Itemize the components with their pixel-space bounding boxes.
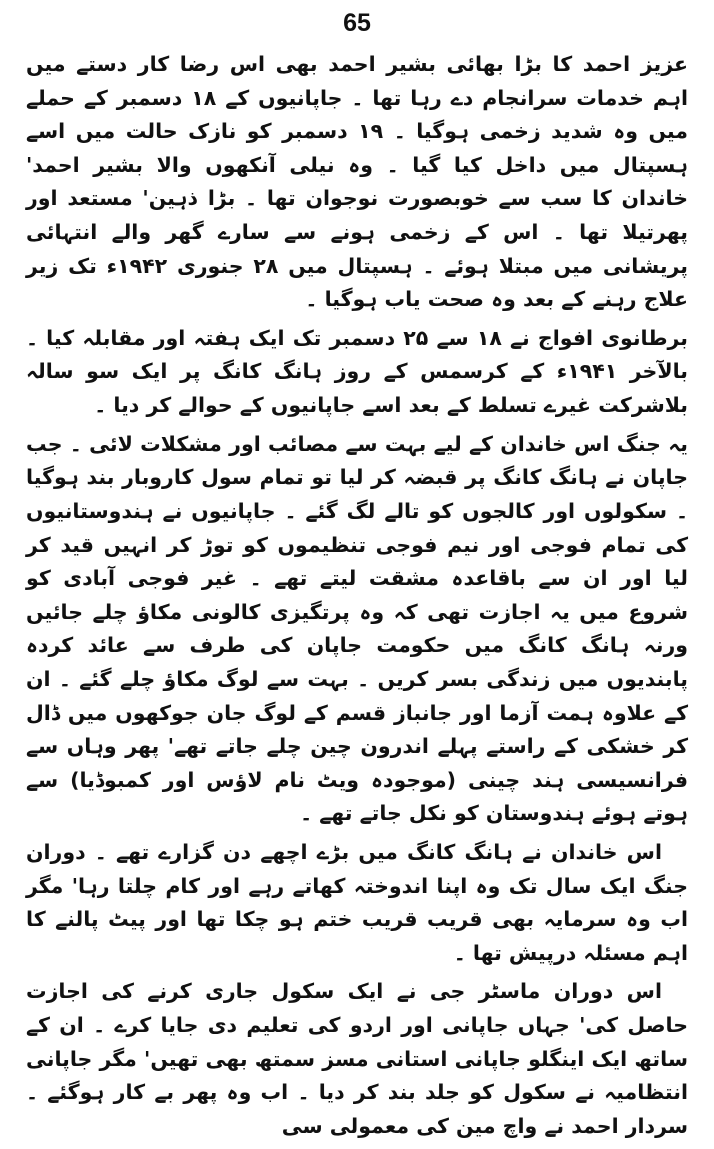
paragraph: عزیز احمد کا بڑا بھائی بشیر احمد بھی اس رضا کار دستے میں اہم خدمات سرانجام دے رہا تھا ۔ جاپانیوں کے ۱۸ دسمبر کے حملے میں وہ شدید زخمی ہوگیا ۔ ۱۹ دسمبر کو نازک حالت میں اسے ہسپتال میں داخل کیا گیا ۔ وہ نیلی آنکھوں والا بشیر احمد' خاندان کا سب سے خوبصورت نوجوان تھا ۔ بڑا ذہین' مستعد اور پھرتیلا تھا ۔ اس کے زخمی ہونے سے سارے گھر والے انتہائی پریشانی میں مبتلا ہوئے ۔ ہسپتال میں ۲۸ جنوری ۱۹۴۲ء تک زیر علاج رہنے کے بعد وہ صحت یاب ہوگیا ۔ [26,52,688,312]
paragraph: برطانوی افواج نے ۱۸ سے ۲۵ دسمبر تک ایک ہفتہ اور مقابلہ کیا ۔ بالآخر ۱۹۴۱ء کے کرسمس کے روز ہانگ کانگ پر ایک سو سالہ بلاشرکت غیرے تسلط کے بعد اسے جاپانیوں کے حوالے کر دیا ۔ [26,325,689,418]
paragraph: اس خاندان نے ہانگ کانگ میں بڑے اچھے دن گزارے تھے ۔ دوران جنگ ایک سال تک وہ اپنا اندوختہ کھاتے رہے اور کام چلتا رہا' مگر اب وہ سرمایہ بھی قریب قریب ختم ہو چکا تھا اور پیٹ پالنے کا اہم مسئلہ درپیش تھا ۔ [26,840,688,965]
page-body-text [26,48,688,1149]
paragraph: اس دوران ماسٹر جی نے ایک سکول جاری کرنے کی اجازت حاصل کی' جہاں جاپانی اور اردو کی تعلیم دی جایا کرے ۔ ان کے ساتھ ایک اینگلو جاپانی استانی مسز سمتھ بھی تھیں' مگر جاپانی انتظامیہ نے سکول کو جلد بند کر دیا ۔ اب وہ پھر بے کار ہوگئے ۔ سردار احمد نے واچ مین کی معمولی سی [26,979,688,1138]
page-number: 65 [343,9,371,37]
paragraph: یہ جنگ اس خاندان کے لیے بہت سے مصائب اور مشکلات لائی ۔ جب جاپان نے ہانگ کانگ پر قبضہ کر لیا تو تمام سول کاروبار بند ہوگیا ۔ سکولوں اور کالجوں کو تالے لگ گئے ۔ جاپانیوں نے ہندوستانیوں کی تمام فوجی اور نیم فوجی تنظیموں کو توڑ کر انہیں قید کر لیا اور ان سے باقاعدہ مشقت لیتے تھے ۔ غیر فوجی آبادی کو شروع میں یہ اجازت تھی کہ وہ پرتگیزی کالونی مکاؤ چلے جائیں ورنہ ہانگ کانگ میں حکومت جاپان کی طرف سے عائد کردہ پابندیوں میں زندگی بسر کریں ۔ بہت سے لوگ مکاؤ چلے گئے ۔ ان کے علاوہ ہمت آزما اور جانباز قسم کے لوگ جان جوکھوں میں ڈال کر خشکی کے راستے پہلے اندرون چین چلے جاتے تھے' پھر وہاں سے فرانسیسی ہند چینی (موجودہ ویٹ نام لاؤس اور کمبوڈیا) سے ہوتے ہوئے ہندوستان کو نکل جاتے تھے ۔ [26,431,688,826]
